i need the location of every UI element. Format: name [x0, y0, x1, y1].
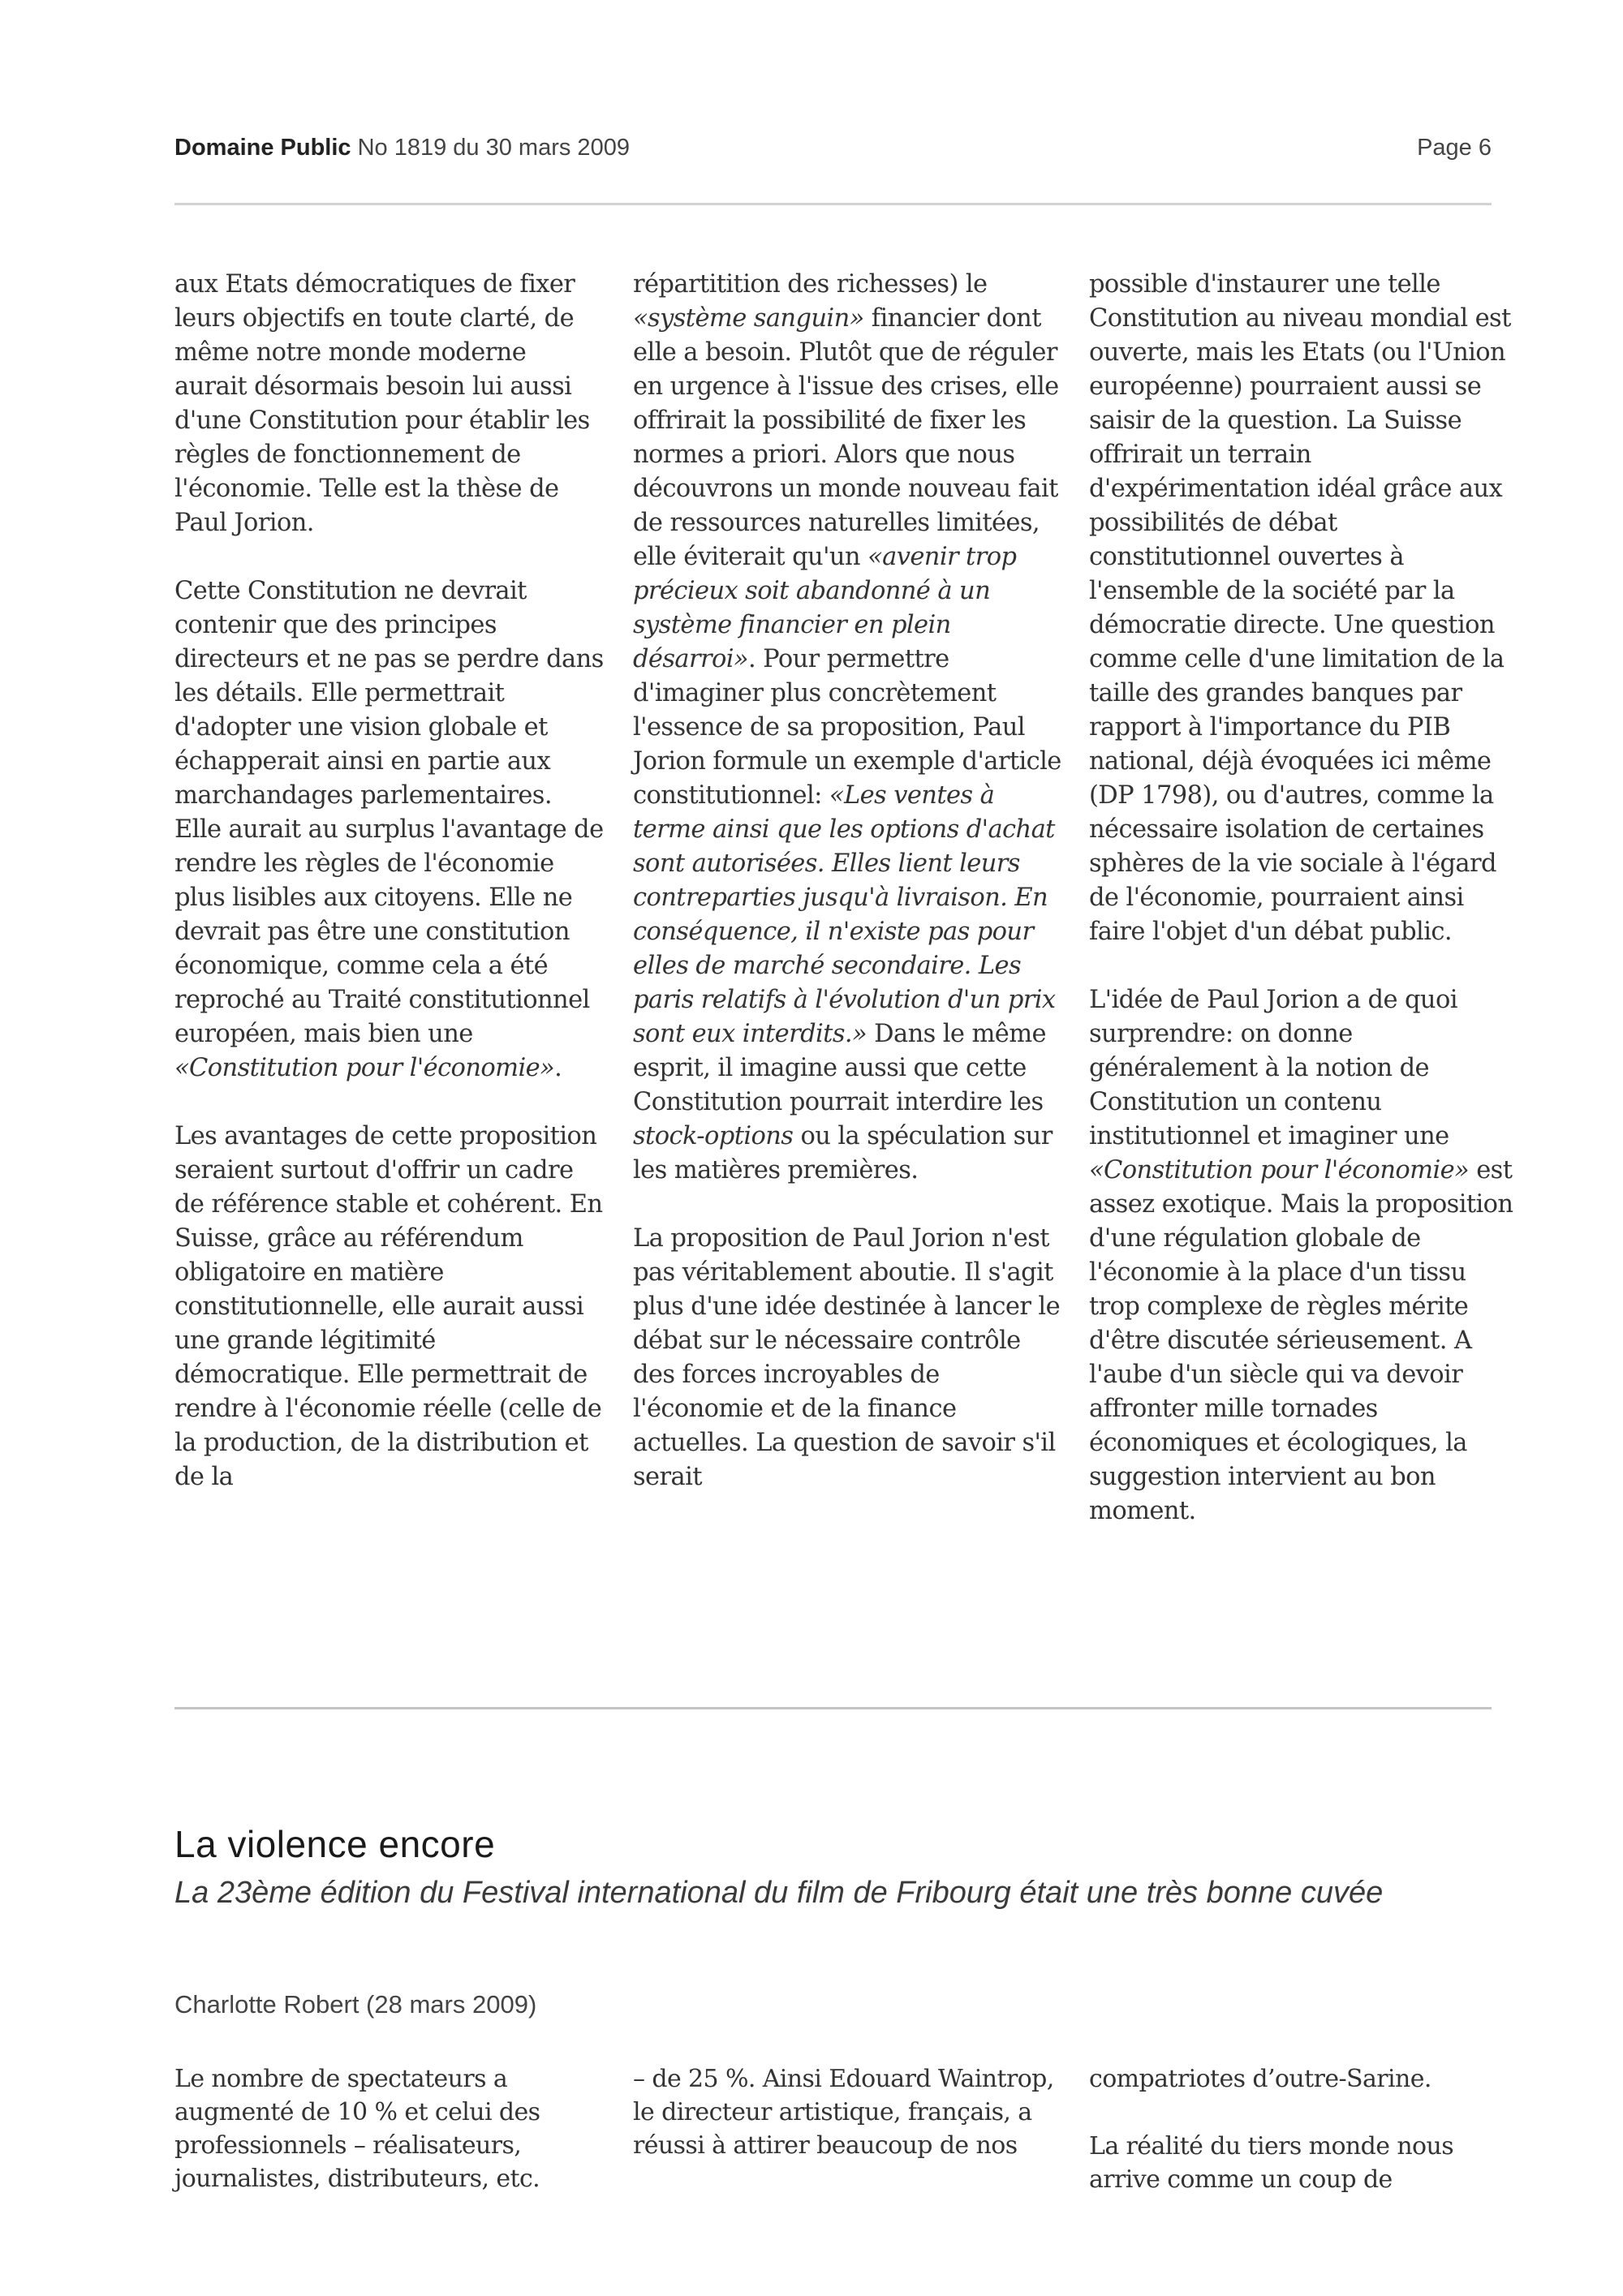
paragraph-text: L'idée de Paul Jorion a de quoi surprendre: on donne généralement à la notion de Constitution un contenu institutionnel et imaginer une	[1089, 986, 1457, 1150]
article-1-column-1	[174, 268, 605, 1494]
paragraph-text: répartitition des richesses) le	[633, 270, 988, 299]
paragraph	[174, 574, 605, 1086]
article-1-column-3	[1089, 268, 1519, 1529]
paragraph-text: .	[554, 1054, 562, 1082]
article-2-column-2	[633, 2062, 1063, 2162]
paragraph	[174, 268, 605, 540]
paragraph	[174, 1120, 605, 1494]
paragraph-text: financier dont elle a besoin. Plutôt que de réguler en urgence à l'issue des crises, elle offrirait la possibilité de fixer les normes a priori. Alors que nous découvrons un monde nouveau fait de ressources naturelles limitées, elle éviterait qu'un	[633, 304, 1059, 571]
running-header	[174, 135, 1492, 167]
paragraph	[174, 2062, 605, 2195]
article-divider	[174, 1707, 1492, 1709]
quote-emphasis: «Constitution pour l'économie»	[174, 1054, 555, 1082]
paragraph-text: La proposition de Paul Jorion n'est pas véritablement aboutie. Il s'agit plus d'une idée destinée à lancer le débat sur le nécessaire contrôle des forces incroyables de l'économie et de la finance actuelles. La question de savoir s'il serait	[633, 1224, 1061, 1491]
paragraph	[633, 2062, 1063, 2162]
paragraph	[1089, 983, 1519, 1529]
paragraph-text: compatriotes d’outre-Sarine.	[1089, 2065, 1431, 2093]
article-1-column-2	[633, 268, 1063, 1494]
quote-emphasis: «Les ventes à terme ainsi que les options d'achat sont autorisées. Elles lient leurs contreparties jusqu'à livraison. En conséquence, il n'existe pas pour elles de marché secondaire. Les paris relatifs à l'évolution d'un prix sont eux interdits.»	[633, 781, 1056, 1048]
publication-name: Domaine Public	[174, 135, 351, 161]
paragraph-text: aux Etats démocratiques de fixer leurs objectifs en toute clarté, de même notre monde moderne aurait désormais besoin lui aussi d'une Constitution pour établir les règles de fonctionnement de l'économie. Telle est la thèse de Paul Jorion.	[174, 270, 590, 537]
article-2-column-3	[1089, 2062, 1519, 2196]
paragraph	[633, 1222, 1063, 1494]
paragraph-text: – de 25 %. Ainsi Edouard Waintrop, le directeur artistique, français, a réussi à attirer beaucoup de nos	[633, 2065, 1054, 2160]
paragraph-text: Le nombre de spectateurs a augmenté de 10 % et celui des professionnels – réalisateurs, journalistes, distributeurs, etc.	[174, 2065, 540, 2193]
paragraph	[1089, 268, 1519, 949]
quote-emphasis: «avenir trop précieux soit abandonné à un système financier en plein désarroi»	[633, 543, 1017, 673]
paragraph-text: Dans le même esprit, il imagine aussi que cette Constitution pourrait interdire les	[633, 1020, 1046, 1116]
article-subtitle: La 23ème édition du Festival international du film de Fribourg était une très bonne cuvée	[174, 1876, 1384, 1910]
paragraph-text: Cette Constitution ne devrait contenir que des principes directeurs et ne pas se perdre dans les détails. Elle permettrait d'adopter une vision globale et échapperait ainsi en partie aux marchandages parlementaires. Elle aurait au surplus l'avantage de rendre les règles de l'économie plus lisibles aux citoyens. Elle ne devrait pas être une constitution économique, comme cela a été reproché au Traité constitutionnel européen, mais bien une	[174, 577, 604, 1048]
quote-emphasis: «Constitution pour l'économie»	[1089, 1156, 1470, 1185]
page-number: Page 6	[1417, 135, 1492, 161]
paragraph-text: La réalité du tiers monde nous arrive comme un coup de	[1089, 2132, 1454, 2194]
term-emphasis: stock-options	[633, 1122, 794, 1150]
header-divider	[174, 203, 1492, 205]
paragraph-text: ou la spéculation sur les matières premières.	[633, 1122, 1053, 1185]
article-title: La violence encore	[174, 1823, 496, 1865]
paragraph-text: est assez exotique. Mais la proposition d'une régulation globale de l'économie à la place d'un tissu trop complexe de règles mérite d'être discutée sérieusement. A l'aube d'un siècle qui va devoir affronter mille tornades économiques et écologiques, la suggestion intervient au bon moment.	[1089, 1156, 1513, 1525]
paragraph	[1089, 2130, 1519, 2196]
issue-info: No 1819 du 30 mars 2009	[357, 135, 630, 161]
quote-emphasis: «système sanguin»	[633, 304, 864, 333]
paragraph-text: possible d'instaurer une telle Constitution au niveau mondial est ouverte, mais les Etats (ou l'Union européenne) pourraient aussi se saisir de la question. La Suisse offrirait un terrain d'expérimentation idéal grâce aux possibilités de débat constitutionnel ouvertes à l'ensemble de la société par la démocratie directe. Une question comme celle d'une limitation de la taille des grandes banques par rapport à l'importance du PIB national, déjà évoquées ici même (DP 1798), ou d'autres, comme la nécessaire isolation de certaines sphères de la vie sociale à l'égard de l'économie, pourraient ainsi faire l'objet d'un débat public.	[1089, 270, 1511, 946]
paragraph-text: . Pour permettre d'imaginer plus concrètement l'essence de sa proposition, Paul Jorion formule un exemple d'article constitutionnel:	[633, 645, 1061, 810]
paragraph-text: Les avantages de cette proposition seraient surtout d'offrir un cadre de référence stable et cohérent. En Suisse, grâce au référendum obligatoire en matière constitutionnelle, elle aurait aussi une grande légitimité démocratique. Elle permettrait de rendre à l'économie réelle (celle de la production, de la distribution et de la	[174, 1122, 603, 1491]
paragraph	[633, 268, 1063, 1188]
article-byline: Charlotte Robert (28 mars 2009)	[174, 1990, 537, 2019]
article-2-column-1	[174, 2062, 605, 2195]
paragraph	[1089, 2062, 1519, 2096]
